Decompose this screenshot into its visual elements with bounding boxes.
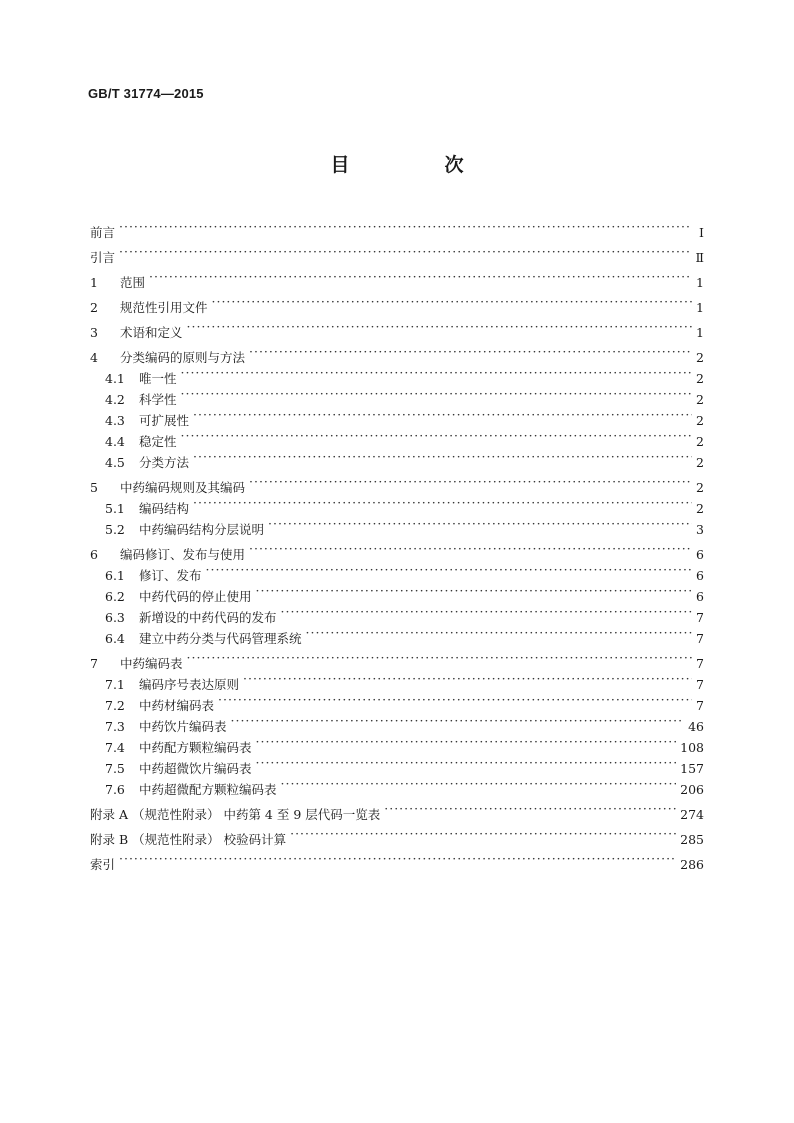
toc-dot-leader: [119, 848, 676, 869]
toc-entry-label: 唯一性: [139, 371, 177, 386]
toc-entry-label: 范围: [120, 275, 146, 290]
toc-entry-number: 3: [90, 325, 98, 340]
toc-dot-leader: [193, 446, 692, 467]
toc-entry[interactable]: [90, 241, 704, 265]
toc-entry[interactable]: [90, 668, 704, 692]
toc-entry[interactable]: [90, 446, 704, 470]
toc-entry-page: 1: [696, 275, 704, 290]
toc-entry-number: 4.3: [105, 413, 125, 428]
page-title: 目 次: [330, 154, 502, 176]
toc-entry-label: 规范性引用文件: [120, 300, 208, 315]
toc-entry-page: 108: [680, 740, 704, 755]
toc-entry[interactable]: [90, 425, 704, 449]
toc-entry-number: 5: [90, 480, 98, 495]
toc-entry-label: 编码序号表达原则: [139, 677, 240, 692]
toc-entry-page: 7: [696, 677, 704, 692]
toc-entry[interactable]: [90, 622, 704, 646]
toc-dot-leader: [249, 471, 692, 492]
toc-entry-label: 中药代码的停止使用: [139, 589, 252, 604]
toc-entry-label: 附录 A （规范性附录） 中药第 4 至 9 层代码一览表: [90, 807, 381, 822]
toc-entry[interactable]: [90, 647, 704, 671]
toc-entry[interactable]: [90, 798, 704, 822]
toc-dot-leader: [281, 773, 677, 794]
toc-entry-number: 5.2: [105, 522, 125, 537]
toc-entry-number: 1: [90, 275, 98, 290]
toc-dot-leader: [384, 798, 676, 819]
toc-entry-page: Ⅱ: [695, 250, 704, 265]
toc-entry[interactable]: [90, 513, 704, 537]
toc-entry-label: 中药超微配方颗粒编码表: [139, 782, 277, 797]
toc-dot-leader: [218, 689, 692, 710]
toc-entry-page: 2: [696, 392, 704, 407]
toc-entry-number: 7.3: [105, 719, 125, 734]
toc-dot-leader: [306, 622, 692, 643]
toc-entry[interactable]: [90, 710, 704, 734]
toc-entry-number: 4.4: [105, 434, 125, 449]
toc-entry-number: 7.1: [105, 677, 125, 692]
toc-entry[interactable]: [90, 823, 704, 847]
toc-dot-leader: [268, 513, 692, 534]
toc-entry-label: 可扩展性: [139, 413, 190, 428]
toc-entry[interactable]: [90, 404, 704, 428]
toc-dot-leader: [290, 823, 676, 844]
toc-entry[interactable]: [90, 383, 704, 407]
toc-entry-page: 1: [696, 325, 704, 340]
toc-entry-page: 206: [680, 782, 704, 797]
toc-entry-page: 7: [696, 610, 704, 625]
toc-entry-label: 编码结构: [139, 501, 190, 516]
toc-entry-label: 中药超微饮片编码表: [139, 761, 252, 776]
toc-entry-page: Ⅰ: [699, 225, 704, 240]
toc-entry-label: 分类方法: [139, 455, 190, 470]
toc-dot-leader: [249, 341, 692, 362]
toc-entry[interactable]: [90, 538, 704, 562]
toc-entry-number: 7.6: [105, 782, 125, 797]
toc-entry[interactable]: [90, 580, 704, 604]
toc-entry-number: 7: [90, 656, 98, 671]
toc-entry-page: 7: [696, 656, 704, 671]
toc-entry[interactable]: [90, 773, 704, 797]
toc-entry-number: 4: [90, 350, 98, 365]
toc-entry-label: 新增设的中药代码的发布: [139, 610, 277, 625]
toc-entry-label: 中药材编码表: [139, 698, 215, 713]
toc-entry-page: 157: [680, 761, 704, 776]
toc-entry-number: 6.1: [105, 568, 125, 583]
toc-entry-page: 2: [696, 455, 704, 470]
toc-entry-page: 6: [696, 589, 704, 604]
toc-entry[interactable]: [90, 266, 704, 290]
toc-entry[interactable]: [90, 362, 704, 386]
toc-entry-label: 中药配方颗粒编码表: [139, 740, 252, 755]
toc-entry-number: 6.4: [105, 631, 125, 646]
toc-dot-leader: [119, 241, 691, 262]
toc-entry-page: 2: [696, 413, 704, 428]
toc-dot-leader: [187, 316, 692, 337]
toc-dot-leader: [281, 601, 692, 622]
document-id: GB/T 31774—2015: [88, 86, 204, 101]
toc-dot-leader: [187, 647, 692, 668]
toc-entry-number: 7.5: [105, 761, 125, 776]
toc-dot-leader: [231, 710, 685, 731]
toc-entry-label: 引言: [90, 250, 116, 265]
toc-entry[interactable]: [90, 559, 704, 583]
toc-entry-label: 科学性: [139, 392, 177, 407]
toc-entry-label: 附录 B （规范性附录） 校验码计算: [90, 832, 287, 847]
toc-entry-page: 274: [680, 807, 704, 822]
toc-entry-label: 术语和定义: [120, 325, 183, 340]
toc-entry-number: 6.2: [105, 589, 125, 604]
toc-entry-page: 7: [696, 698, 704, 713]
toc-entry-page: 286: [680, 857, 704, 872]
toc-entry-number: 4.5: [105, 455, 125, 470]
toc-entry-label: 中药编码表: [120, 656, 183, 671]
toc-entry-page: 7: [696, 631, 704, 646]
toc-dot-leader: [181, 383, 692, 404]
toc-entry-number: 5.1: [105, 501, 125, 516]
toc-dot-leader: [243, 668, 692, 689]
toc-entry-label: 分类编码的原则与方法: [120, 350, 246, 365]
toc-entry[interactable]: [90, 341, 704, 365]
toc-entry-number: 7.2: [105, 698, 125, 713]
toc-dot-leader: [193, 404, 692, 425]
toc-entry-page: 285: [680, 832, 704, 847]
toc-dot-leader: [149, 266, 692, 287]
toc-entry[interactable]: [90, 316, 704, 340]
toc-entry-number: 6.3: [105, 610, 125, 625]
toc-entry-page: 3: [696, 522, 704, 537]
toc-dot-leader: [256, 731, 677, 752]
toc-entry-page: 2: [696, 501, 704, 516]
toc-entry-page: 46: [688, 719, 704, 734]
toc-entry[interactable]: [90, 752, 704, 776]
table-of-contents: [90, 216, 704, 872]
toc-entry-page: 2: [696, 371, 704, 386]
toc-dot-leader: [181, 425, 692, 446]
toc-entry-number: 4.2: [105, 392, 125, 407]
toc-entry-page: 6: [696, 547, 704, 562]
toc-dot-leader: [256, 580, 692, 601]
toc-entry-label: 索引: [90, 857, 116, 872]
toc-entry-number: 6: [90, 547, 98, 562]
toc-entry-label: 建立中药分类与代码管理系统: [139, 631, 302, 646]
toc-entry[interactable]: [90, 601, 704, 625]
toc-entry-label: 前言: [90, 225, 116, 240]
toc-dot-leader: [119, 216, 692, 237]
toc-entry-page: 2: [696, 350, 704, 365]
toc-entry-page: 2: [696, 480, 704, 495]
toc-dot-leader: [206, 559, 692, 580]
toc-entry[interactable]: [90, 492, 704, 516]
toc-entry-page: 2: [696, 434, 704, 449]
toc-entry[interactable]: [90, 731, 704, 755]
toc-entry-label: 中药编码结构分层说明: [139, 522, 265, 537]
toc-entry-label: 编码修订、发布与使用: [120, 547, 246, 562]
toc-entry-label: 中药饮片编码表: [139, 719, 227, 734]
toc-dot-leader: [212, 291, 692, 312]
toc-entry-label: 修订、发布: [139, 568, 202, 583]
toc-entry-label: 中药编码规则及其编码: [120, 480, 246, 495]
toc-entry[interactable]: [90, 216, 704, 240]
toc-entry-number: 4.1: [105, 371, 125, 386]
toc-entry-page: 6: [696, 568, 704, 583]
toc-dot-leader: [249, 538, 692, 559]
toc-entry[interactable]: [90, 848, 704, 872]
toc-entry-label: 稳定性: [139, 434, 177, 449]
toc-entry-number: 7.4: [105, 740, 125, 755]
toc-entry[interactable]: [90, 471, 704, 495]
toc-entry-page: 1: [696, 300, 704, 315]
toc-dot-leader: [256, 752, 677, 773]
toc-dot-leader: [193, 492, 692, 513]
toc-dot-leader: [181, 362, 692, 383]
toc-entry[interactable]: [90, 291, 704, 315]
toc-entry[interactable]: [90, 689, 704, 713]
toc-entry-number: 2: [90, 300, 98, 315]
